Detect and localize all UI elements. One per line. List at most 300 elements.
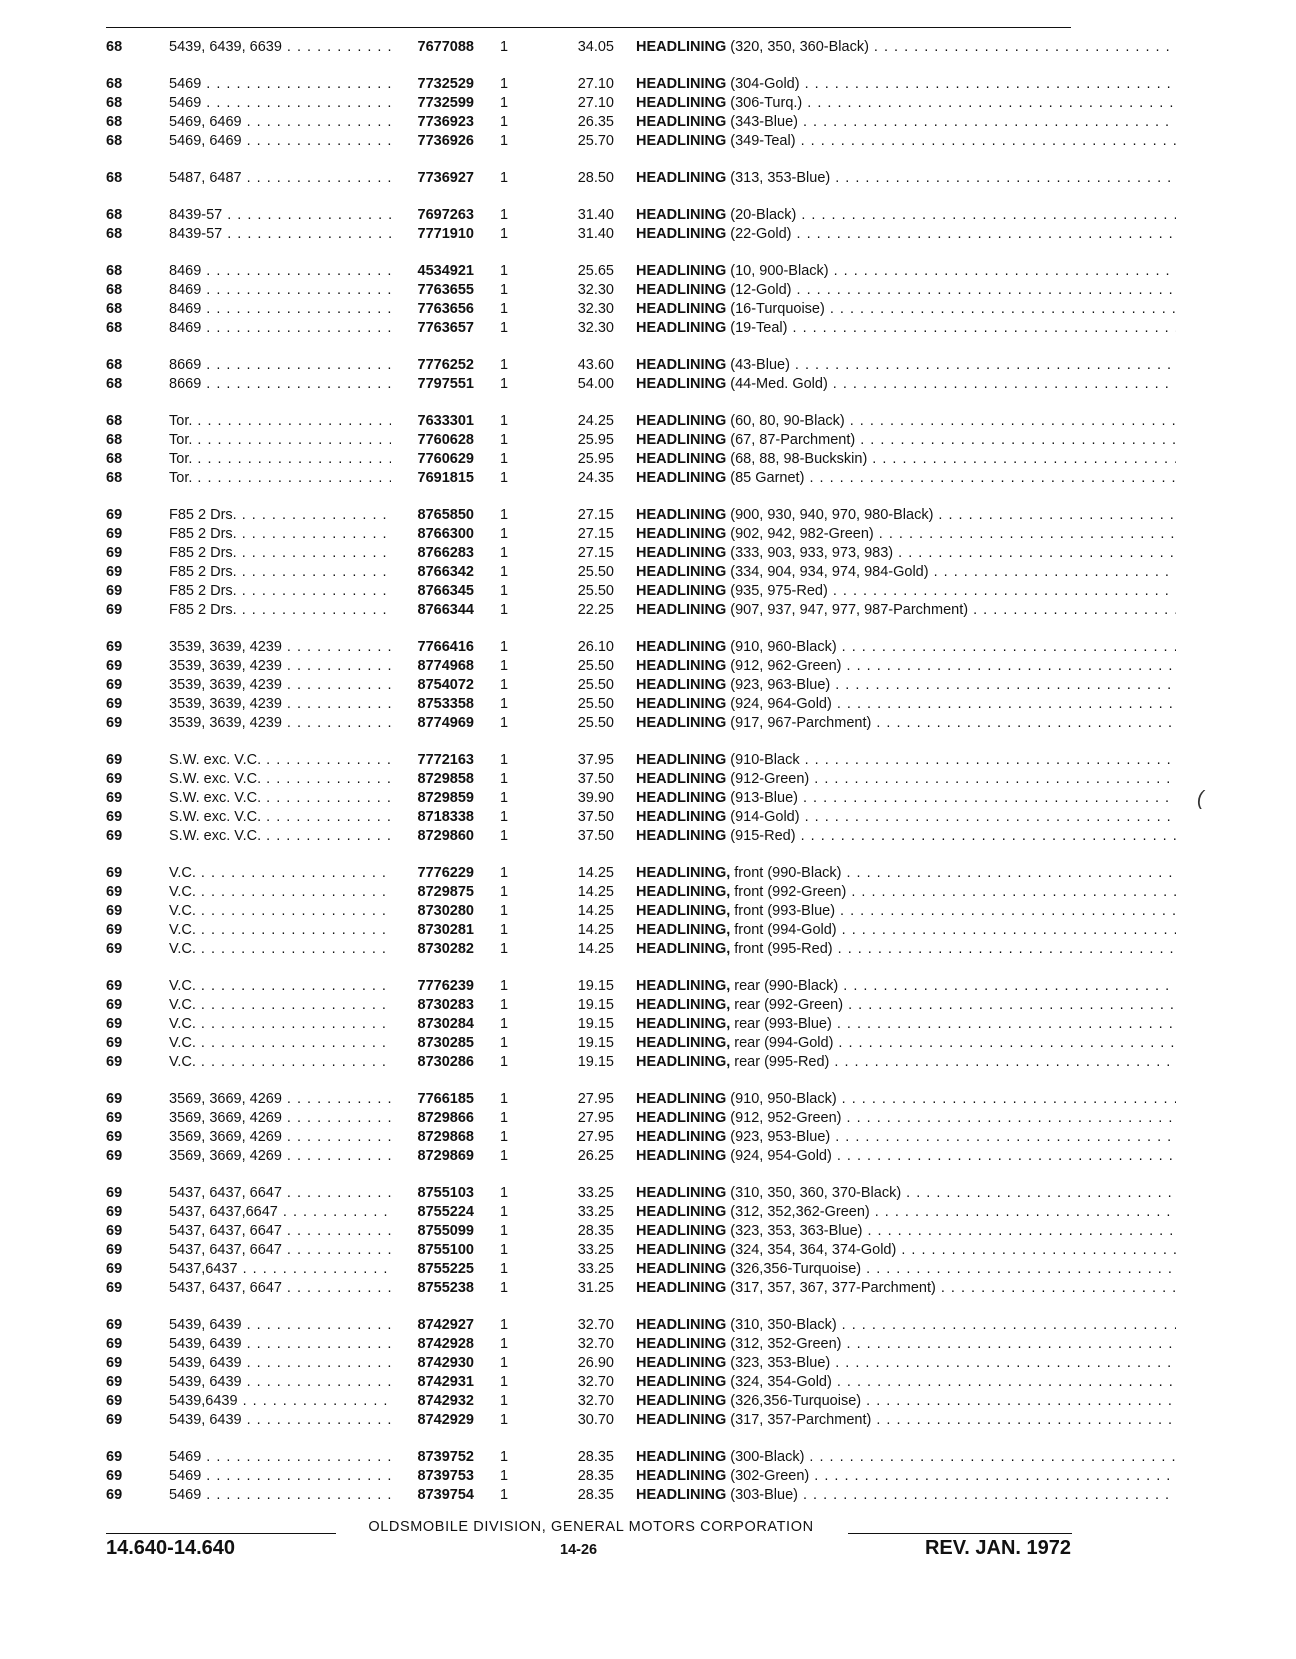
part-number: 7633301 <box>396 412 474 431</box>
part-detail: (68, 88, 98-Buckskin) <box>730 451 868 467</box>
part-name: HEADLINING <box>636 1317 727 1333</box>
part-detail: (312, 352,362-Green) <box>730 1204 870 1220</box>
quantity: 1 <box>500 1110 509 1126</box>
quantity: 1 <box>500 1393 509 1409</box>
model-year: 69 <box>106 1129 123 1145</box>
description <box>636 1015 1176 1034</box>
table-row <box>106 1486 1076 1505</box>
description <box>636 940 1176 959</box>
table-row <box>106 412 1076 431</box>
part-detail: (900, 930, 940, 970, 980-Black) <box>730 507 934 523</box>
part-number: 8742929 <box>396 1411 474 1430</box>
description <box>636 1392 1176 1411</box>
part-name: HEADLINING <box>636 357 727 373</box>
model-numbers: 3539, 3639, 4239 . . . <box>169 695 391 714</box>
part-number: 8729869 <box>396 1147 474 1166</box>
part-number: 7732529 <box>396 75 474 94</box>
model-numbers: F85 2 Drs. . . . <box>169 563 391 582</box>
table-row <box>106 1260 1076 1279</box>
table-row <box>106 506 1076 525</box>
quantity: 1 <box>500 451 509 467</box>
part-detail: front (992-Green) <box>734 884 847 900</box>
model-numbers: 8469 . . . <box>169 262 391 281</box>
part-number: 8729868 <box>396 1128 474 1147</box>
table-row <box>106 714 1076 733</box>
part-name: HEADLINING <box>636 545 727 561</box>
description <box>636 431 1176 450</box>
table-row <box>106 1335 1076 1354</box>
model-numbers: 5437, 6437,6647 . . . <box>169 1203 391 1222</box>
description <box>636 450 1176 469</box>
part-detail: (910, 950-Black) <box>730 1091 837 1107</box>
table-row <box>106 450 1076 469</box>
table-row <box>106 375 1076 394</box>
part-number: 8742930 <box>396 1354 474 1373</box>
part-number: 8742927 <box>396 1316 474 1335</box>
quantity: 1 <box>500 583 509 599</box>
model-numbers: 5439, 6439 . . . <box>169 1373 391 1392</box>
description <box>636 1260 1176 1279</box>
description <box>636 169 1176 188</box>
quantity: 1 <box>500 696 509 712</box>
price: 25.70 <box>577 133 614 149</box>
description <box>636 1147 1176 1166</box>
description <box>636 225 1176 244</box>
part-detail: (935, 975-Red) <box>730 583 828 599</box>
table-row <box>106 770 1076 789</box>
part-name: HEADLINING <box>636 1449 727 1465</box>
part-detail: rear (995-Red) <box>734 1054 830 1070</box>
description <box>636 977 1176 996</box>
part-detail: (60, 80, 90-Black) <box>730 413 845 429</box>
description <box>636 1034 1176 1053</box>
quantity: 1 <box>500 884 509 900</box>
table-row <box>106 676 1076 695</box>
model-numbers: Tor. . . . <box>169 469 391 488</box>
part-number: 8766342 <box>396 563 474 582</box>
price: 25.50 <box>577 715 614 731</box>
quantity: 1 <box>500 790 509 806</box>
description <box>636 1241 1176 1260</box>
price: 32.70 <box>577 1336 614 1352</box>
model-numbers: 5487, 6487 . . . <box>169 169 391 188</box>
price: 25.95 <box>577 451 614 467</box>
margin-mark: ( <box>1197 788 1204 810</box>
part-name: HEADLINING <box>636 1185 727 1201</box>
part-name: HEADLINING <box>636 526 727 542</box>
model-numbers: V.C. . . . <box>169 1053 391 1072</box>
table-row <box>106 300 1076 319</box>
part-detail: (324, 354-Gold) <box>730 1374 832 1390</box>
price: 24.35 <box>577 470 614 486</box>
price: 28.35 <box>577 1468 614 1484</box>
part-number: 8765850 <box>396 506 474 525</box>
quantity: 1 <box>500 1091 509 1107</box>
part-number: 7772163 <box>396 751 474 770</box>
quantity: 1 <box>500 413 509 429</box>
part-detail: front (993-Blue) <box>734 903 836 919</box>
row-group <box>106 356 1076 394</box>
model-numbers: 8439-57 . . . <box>169 206 391 225</box>
part-detail: (306-Turq.) <box>730 95 803 111</box>
part-name: HEADLINING <box>636 39 727 55</box>
part-number: 7677088 <box>396 38 474 57</box>
part-detail: (19-Teal) <box>730 320 788 336</box>
description <box>636 676 1176 695</box>
table-row <box>106 1015 1076 1034</box>
price: 27.10 <box>577 76 614 92</box>
model-numbers: V.C. . . . <box>169 883 391 902</box>
price: 33.25 <box>577 1242 614 1258</box>
part-name: HEADLINING <box>636 1412 727 1428</box>
part-number: 8774968 <box>396 657 474 676</box>
price: 22.25 <box>577 602 614 618</box>
part-detail: rear (992-Green) <box>734 997 844 1013</box>
model-year: 69 <box>106 828 123 844</box>
description <box>636 1279 1176 1298</box>
price: 14.25 <box>577 865 614 881</box>
part-number: 7763655 <box>396 281 474 300</box>
quantity: 1 <box>500 1204 509 1220</box>
part-name: HEADLINING <box>636 809 727 825</box>
model-year: 69 <box>106 1185 123 1201</box>
price: 31.25 <box>577 1280 614 1296</box>
quantity: 1 <box>500 1468 509 1484</box>
part-number: 7766416 <box>396 638 474 657</box>
row-group <box>106 638 1076 733</box>
quantity: 1 <box>500 1185 509 1201</box>
part-name: HEADLINING <box>636 1280 727 1296</box>
row-group <box>106 412 1076 488</box>
model-year: 68 <box>106 133 123 149</box>
price: 27.10 <box>577 95 614 111</box>
table-row <box>106 1373 1076 1392</box>
description <box>636 1222 1176 1241</box>
price: 37.95 <box>577 752 614 768</box>
part-detail: (334, 904, 934, 974, 984-Gold) <box>730 564 929 580</box>
part-name: HEADLINING <box>636 301 727 317</box>
price: 33.25 <box>577 1261 614 1277</box>
part-number: 8730280 <box>396 902 474 921</box>
model-numbers: V.C. . . . <box>169 1015 391 1034</box>
part-number: 8755225 <box>396 1260 474 1279</box>
model-numbers: Tor. . . . <box>169 431 391 450</box>
part-name: HEADLINING, <box>636 884 731 900</box>
price: 37.50 <box>577 828 614 844</box>
model-numbers: S.W. exc. V.C. . . . <box>169 808 391 827</box>
part-detail: (912, 962-Green) <box>730 658 842 674</box>
description <box>636 1053 1176 1072</box>
description <box>636 1203 1176 1222</box>
part-number: 8730286 <box>396 1053 474 1072</box>
table-row <box>106 75 1076 94</box>
table-row <box>106 1354 1076 1373</box>
part-number: 4534921 <box>396 262 474 281</box>
model-numbers: 5437, 6437, 6647 . . . <box>169 1279 391 1298</box>
part-detail: (85 Garnet) <box>730 470 805 486</box>
quantity: 1 <box>500 715 509 731</box>
part-number: 8766344 <box>396 601 474 620</box>
part-name: HEADLINING <box>636 1487 727 1503</box>
quantity: 1 <box>500 1412 509 1428</box>
model-year: 69 <box>106 1487 123 1503</box>
price: 28.35 <box>577 1223 614 1239</box>
table-row <box>106 206 1076 225</box>
part-number: 8729860 <box>396 827 474 846</box>
model-year: 69 <box>106 1374 123 1390</box>
part-name: HEADLINING <box>636 771 727 787</box>
price: 19.15 <box>577 1016 614 1032</box>
part-detail: rear (994-Gold) <box>734 1035 834 1051</box>
part-name: HEADLINING <box>636 639 727 655</box>
parts-catalog-list <box>106 38 1076 1523</box>
description <box>636 300 1176 319</box>
quantity: 1 <box>500 922 509 938</box>
price: 28.35 <box>577 1487 614 1503</box>
model-year: 69 <box>106 1449 123 1465</box>
part-number: 7763657 <box>396 319 474 338</box>
table-row <box>106 1392 1076 1411</box>
model-numbers: 8469 . . . <box>169 319 391 338</box>
part-name: HEADLINING <box>636 1393 727 1409</box>
part-name: HEADLINING <box>636 207 727 223</box>
row-group <box>106 1184 1076 1298</box>
description <box>636 94 1176 113</box>
part-name: HEADLINING <box>636 602 727 618</box>
part-number: 7691815 <box>396 469 474 488</box>
model-year: 69 <box>106 545 123 561</box>
part-name: HEADLINING <box>636 564 727 580</box>
row-group <box>106 75 1076 151</box>
model-numbers: 5437, 6437, 6647 . . . <box>169 1241 391 1260</box>
part-name: HEADLINING, <box>636 1054 731 1070</box>
model-year: 68 <box>106 320 123 336</box>
part-detail: (310, 350-Black) <box>730 1317 837 1333</box>
part-number: 8753358 <box>396 695 474 714</box>
part-detail: (915-Red) <box>730 828 796 844</box>
price: 19.15 <box>577 1035 614 1051</box>
part-detail: (323, 353-Blue) <box>730 1355 831 1371</box>
model-year: 69 <box>106 715 123 731</box>
price: 26.10 <box>577 639 614 655</box>
quantity: 1 <box>500 1261 509 1277</box>
part-name: HEADLINING, <box>636 978 731 994</box>
model-year: 68 <box>106 376 123 392</box>
table-row <box>106 1222 1076 1241</box>
quantity: 1 <box>500 545 509 561</box>
price: 32.30 <box>577 320 614 336</box>
part-number: 8729858 <box>396 770 474 789</box>
model-year: 69 <box>106 809 123 825</box>
table-row <box>106 657 1076 676</box>
description <box>636 356 1176 375</box>
model-numbers: 3539, 3639, 4239 . . . <box>169 657 391 676</box>
quantity: 1 <box>500 282 509 298</box>
price: 27.15 <box>577 545 614 561</box>
quantity: 1 <box>500 941 509 957</box>
part-number: 8739754 <box>396 1486 474 1505</box>
description <box>636 601 1176 620</box>
part-detail: (12-Gold) <box>730 282 792 298</box>
model-year: 69 <box>106 602 123 618</box>
model-numbers: 5469 . . . <box>169 1486 391 1505</box>
part-number: 8742928 <box>396 1335 474 1354</box>
price: 14.25 <box>577 941 614 957</box>
quantity: 1 <box>500 263 509 279</box>
model-year: 69 <box>106 790 123 806</box>
table-row <box>106 1053 1076 1072</box>
model-year: 68 <box>106 282 123 298</box>
model-numbers: 5439, 6439 . . . <box>169 1335 391 1354</box>
model-year: 69 <box>106 564 123 580</box>
part-name: HEADLINING <box>636 1336 727 1352</box>
quantity: 1 <box>500 1355 509 1371</box>
model-numbers: 5469 . . . <box>169 1467 391 1486</box>
table-row <box>106 601 1076 620</box>
part-name: HEADLINING <box>636 451 727 467</box>
price: 33.25 <box>577 1204 614 1220</box>
part-name: HEADLINING <box>636 1242 727 1258</box>
model-numbers: 8469 . . . <box>169 300 391 319</box>
part-number: 8739752 <box>396 1448 474 1467</box>
footer-section-number: 14.640-14.640 <box>106 1537 236 1559</box>
quantity: 1 <box>500 1016 509 1032</box>
part-number: 7697263 <box>396 206 474 225</box>
description <box>636 808 1176 827</box>
part-name: HEADLINING <box>636 828 727 844</box>
table-row <box>106 132 1076 151</box>
description <box>636 319 1176 338</box>
price: 26.25 <box>577 1148 614 1164</box>
quantity: 1 <box>500 357 509 373</box>
part-name: HEADLINING <box>636 677 727 693</box>
price: 27.15 <box>577 507 614 523</box>
part-detail: (22-Gold) <box>730 226 792 242</box>
row-group <box>106 751 1076 846</box>
part-number: 8766345 <box>396 582 474 601</box>
price: 32.70 <box>577 1317 614 1333</box>
description <box>636 375 1176 394</box>
table-row <box>106 996 1076 1015</box>
row-group <box>106 262 1076 338</box>
table-row <box>106 1203 1076 1222</box>
quantity: 1 <box>500 507 509 523</box>
quantity: 1 <box>500 133 509 149</box>
price: 54.00 <box>577 376 614 392</box>
model-year: 69 <box>106 1468 123 1484</box>
part-detail: (16-Turquoise) <box>730 301 825 317</box>
model-year: 68 <box>106 413 123 429</box>
part-detail: (924, 964-Gold) <box>730 696 832 712</box>
quantity: 1 <box>500 470 509 486</box>
model-numbers: 3569, 3669, 4269 . . . <box>169 1109 391 1128</box>
description <box>636 582 1176 601</box>
price: 25.50 <box>577 696 614 712</box>
price: 14.25 <box>577 903 614 919</box>
row-group <box>106 38 1076 57</box>
part-detail: (10, 900-Black) <box>730 263 829 279</box>
price: 25.95 <box>577 432 614 448</box>
model-numbers: V.C. . . . <box>169 996 391 1015</box>
quantity: 1 <box>500 170 509 186</box>
quantity: 1 <box>500 978 509 994</box>
quantity: 1 <box>500 526 509 542</box>
part-number: 7776252 <box>396 356 474 375</box>
part-detail: (912, 952-Green) <box>730 1110 842 1126</box>
part-number: 7776239 <box>396 977 474 996</box>
price: 14.25 <box>577 922 614 938</box>
part-name: HEADLINING <box>636 114 727 130</box>
table-row <box>106 544 1076 563</box>
part-name: HEADLINING <box>636 507 727 523</box>
model-year: 69 <box>106 1204 123 1220</box>
model-year: 69 <box>106 1035 123 1051</box>
part-number: 8774969 <box>396 714 474 733</box>
description <box>636 75 1176 94</box>
price: 30.70 <box>577 1412 614 1428</box>
part-number: 7732599 <box>396 94 474 113</box>
quantity: 1 <box>500 602 509 618</box>
part-detail: rear (990-Black) <box>734 978 839 994</box>
model-year: 69 <box>106 658 123 674</box>
part-name: HEADLINING <box>636 1148 727 1164</box>
row-group <box>106 506 1076 620</box>
table-row <box>106 1184 1076 1203</box>
part-number: 8766283 <box>396 544 474 563</box>
price: 25.50 <box>577 564 614 580</box>
quantity: 1 <box>500 809 509 825</box>
quantity: 1 <box>500 1449 509 1465</box>
part-name: HEADLINING, <box>636 903 731 919</box>
part-number: 8730285 <box>396 1034 474 1053</box>
part-number: 8730284 <box>396 1015 474 1034</box>
price: 25.65 <box>577 263 614 279</box>
description <box>636 563 1176 582</box>
model-year: 69 <box>106 583 123 599</box>
model-year: 68 <box>106 114 123 130</box>
footer-page-number: 14-26 <box>560 1542 598 1558</box>
part-detail: (317, 357-Parchment) <box>730 1412 872 1428</box>
part-detail: (43-Blue) <box>730 357 790 373</box>
table-row <box>106 1090 1076 1109</box>
part-name: HEADLINING <box>636 1468 727 1484</box>
model-year: 68 <box>106 432 123 448</box>
part-number: 7736926 <box>396 132 474 151</box>
part-number: 7760628 <box>396 431 474 450</box>
part-detail: (300-Black) <box>730 1449 805 1465</box>
part-name: HEADLINING <box>636 413 727 429</box>
model-numbers: V.C. . . . <box>169 902 391 921</box>
table-row <box>106 921 1076 940</box>
row-group <box>106 1316 1076 1430</box>
description <box>636 883 1176 902</box>
table-row <box>106 977 1076 996</box>
part-name: HEADLINING <box>636 1129 727 1145</box>
part-number: 8718338 <box>396 808 474 827</box>
part-detail: (317, 357, 367, 377-Parchment) <box>730 1280 936 1296</box>
description <box>636 206 1176 225</box>
description <box>636 1486 1176 1505</box>
quantity: 1 <box>500 1148 509 1164</box>
price: 31.40 <box>577 207 614 223</box>
model-numbers: 5439,6439 . . . <box>169 1392 391 1411</box>
quantity: 1 <box>500 301 509 317</box>
part-number: 8742931 <box>396 1373 474 1392</box>
model-year: 68 <box>106 95 123 111</box>
model-year: 69 <box>106 1242 123 1258</box>
description <box>636 1184 1176 1203</box>
model-numbers: V.C. . . . <box>169 864 391 883</box>
